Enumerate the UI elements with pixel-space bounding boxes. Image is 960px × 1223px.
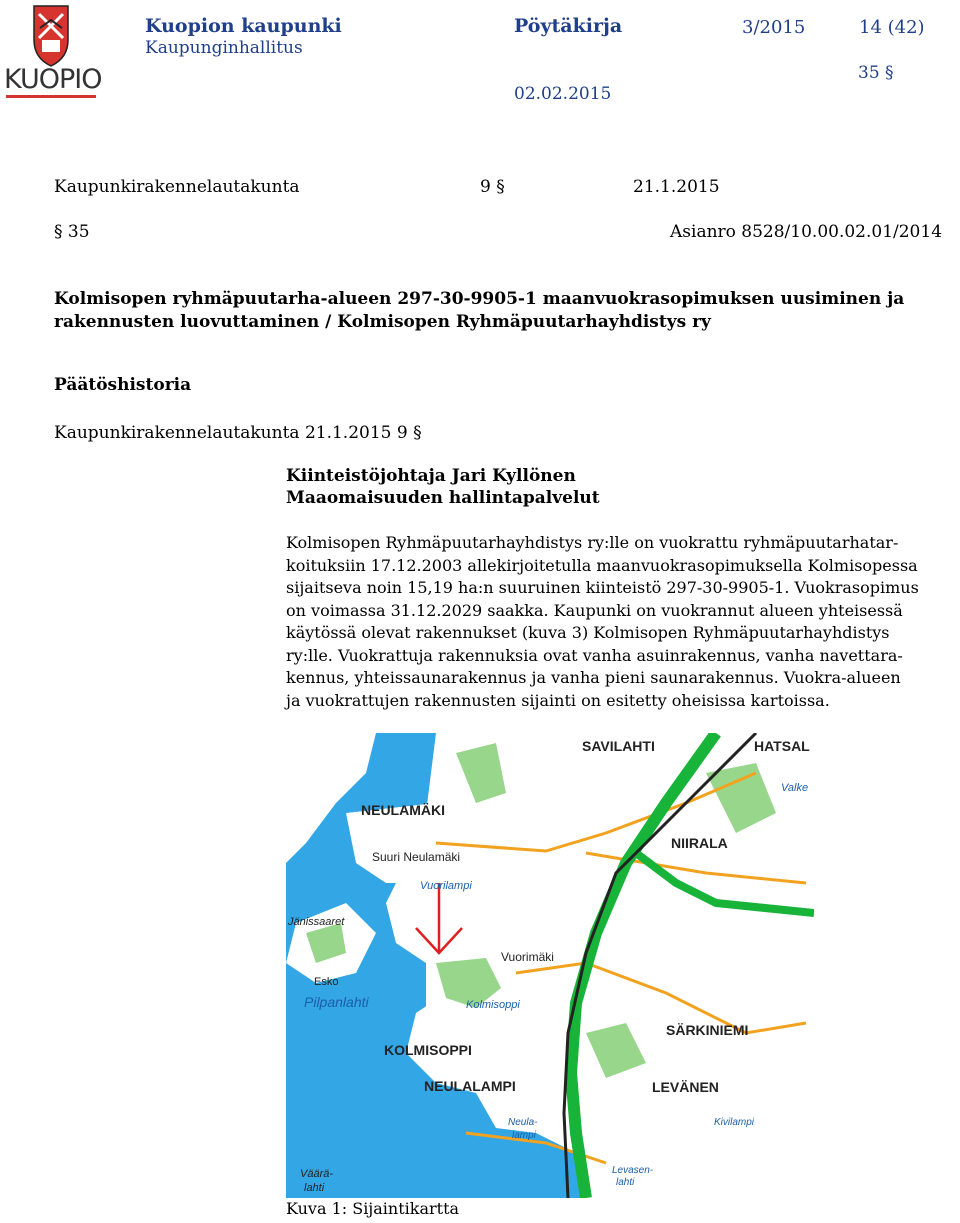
location-map: [286, 733, 814, 1198]
map-label-vuorimaki: Vuorimäki: [501, 950, 554, 964]
map-label-lampi: lampi: [512, 1130, 536, 1141]
case-number: Asianro 8528/10.00.02.01/2014: [670, 222, 943, 242]
map-label-sarkiniemi: SÄRKINIEMI: [666, 1022, 749, 1038]
title-line-2: rakennusten luovuttaminen / Kolmisopen Ryhmäpuutarhayhdistys ry: [54, 312, 711, 332]
map-label-janissaaret: Jänissaaret: [288, 916, 345, 928]
body-line: sijaitseva noin 15,19 ha:n suuruinen kiinteistö 297-30-9905-1. Vuokrasopimus: [286, 578, 919, 597]
map-label-neulamaki: NEULAMÄKI: [361, 802, 445, 818]
section-number: § 35: [54, 222, 90, 242]
doc-type: Pöytäkirja: [514, 15, 623, 37]
logo-wordmark: KUOPIO: [4, 64, 102, 95]
map-label-esko: Esko: [314, 976, 339, 988]
map-label-savilahti: SAVILAHTI: [582, 738, 655, 754]
body-line: ry:lle. Vuokrattuja rakennuksia ovat vanha asuinrakennus, vanha navettara-: [286, 645, 903, 665]
map-label-kolmisoppi: KOLMISOPPI: [384, 1042, 472, 1058]
header-date: 02.02.2015: [514, 84, 612, 104]
logo-underline: [6, 95, 96, 98]
presenter-name: Kiinteistöjohtaja Jari Kyllönen: [286, 466, 576, 486]
map-label-lahti: lahti: [304, 1182, 325, 1194]
board-date: 21.1.2015: [633, 177, 720, 197]
map-caption: Kuva 1: Sijaintikartta: [286, 1199, 460, 1218]
map-label-levasen: Levasen-: [612, 1165, 654, 1176]
kuopio-logo: [4, 4, 102, 96]
title-line-1: Kolmisopen ryhmäpuutarha-alueen 297-30-9905-1 maanvuokrasopimuksen uusiminen ja: [54, 289, 905, 309]
presenter-unit: Maaomaisuuden hallintapalvelut: [286, 488, 600, 508]
history-heading: Päätöshistoria: [54, 375, 192, 395]
body-line: käytössä olevat rakennukset (kuva 3) Kolmisopen Ryhmäpuutarhayhdistys: [286, 623, 890, 642]
org-name: Kuopion kaupunki: [145, 15, 342, 37]
body-line: koituksiin 17.12.2003 allekirjoitetulla maanvuokrasopimuksella Kolmisopessa: [286, 555, 918, 575]
page-number: 14 (42): [859, 17, 925, 38]
map-label-vuorilampi: Vuorilampi: [420, 880, 472, 892]
body-line: on voimassa 31.12.2029 saakka. Kaupunki on vuokrannut alueen yhteisessä: [286, 600, 903, 620]
dept-name: Kaupunginhallitus: [145, 38, 303, 58]
map-label-pilpanlahti: Pilpanlahti: [304, 994, 369, 1010]
body-line: ja vuokrattujen rakennusten sijainti on esitetty oheisissa kartoissa.: [286, 690, 830, 710]
map-label-kolmisoppi-water: Kolmisoppi: [466, 999, 520, 1011]
body-line: Kolmisopen Ryhmäpuutarhayhdistys ry:lle on vuokrattu ryhmäpuutarhatar-: [286, 533, 899, 552]
map-label-lahti-2: lahti: [616, 1177, 635, 1188]
history-entry: Kaupunkirakennelautakunta 21.1.2015 9 §: [54, 423, 422, 443]
map-label-vaara: Väärä-: [300, 1168, 334, 1180]
minutes-number: 3/2015: [742, 17, 806, 38]
map-label-niirala: NIIRALA: [671, 835, 728, 851]
board-name: Kaupunkirakennelautakunta: [54, 177, 300, 197]
map-label-hatsala: HATSAL: [754, 738, 810, 754]
map-svg: [286, 733, 814, 1198]
map-label-valkea: Valke: [781, 782, 809, 794]
map-label-suuri-neulamaki: Suuri Neulamäki: [372, 850, 461, 864]
board-section: 9 §: [480, 177, 505, 197]
header-section: 35 §: [858, 63, 894, 83]
map-label-neulalampi: NEULALAMPI: [424, 1078, 516, 1094]
body-line: kennus, yhteissaunarakennus ja vanha pieni saunarakennus. Vuokra-alueen: [286, 668, 901, 687]
map-label-levanen: LEVÄNEN: [652, 1079, 719, 1095]
body-paragraph: [286, 532, 960, 712]
map-label-kivilampi: Kivilampi: [714, 1117, 755, 1128]
map-label-neula-lampi: Neula-: [508, 1117, 538, 1128]
